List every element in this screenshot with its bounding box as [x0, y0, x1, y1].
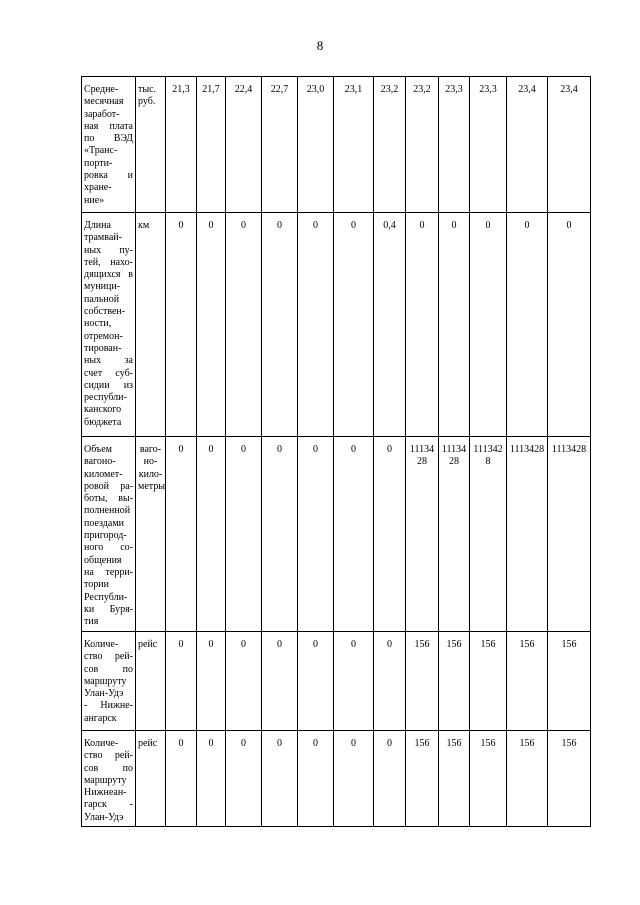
value-cell: 0	[166, 213, 197, 437]
indicator-name-line: - Нижне-	[84, 700, 133, 712]
indicator-name-line: счет суб-	[84, 367, 133, 379]
indicator-name-line: ние»	[84, 194, 105, 206]
indicator-name-line: Республи-	[84, 591, 128, 603]
unit-cell	[136, 213, 166, 437]
value-cell: 0	[197, 731, 226, 827]
indicator-name-line: полненной	[84, 505, 131, 517]
value-cell: 0	[470, 213, 507, 437]
value-cell: 0	[166, 437, 197, 632]
indicator-name-line: Средне-	[84, 84, 119, 95]
value-cell: 0	[226, 437, 262, 632]
indicator-name-line: ных за	[84, 355, 133, 367]
unit-cell	[136, 632, 166, 731]
table-row	[82, 437, 591, 632]
value-cell: 156	[439, 731, 470, 827]
unit-cell	[136, 437, 166, 632]
value-cell: 1113428	[470, 437, 507, 632]
value-cell: 0	[298, 632, 334, 731]
value-cell: 156	[507, 731, 548, 827]
unit-line: рейс	[138, 738, 158, 749]
value-cell: 0	[334, 731, 374, 827]
value-cell: 156	[548, 731, 591, 827]
indicator-name-line: поездами	[84, 517, 125, 529]
value-cell: 23,2	[406, 77, 439, 213]
value-cell: 0	[197, 437, 226, 632]
indicator-name-line: пригород-	[84, 530, 127, 542]
value-cell: 0	[166, 731, 197, 827]
indicator-name-line: сов по	[84, 762, 133, 774]
value-cell: 0	[334, 632, 374, 731]
indicator-name-line: ного со-	[84, 542, 133, 554]
indicator-name-line: тей, нахо-	[84, 256, 133, 268]
page-number: 8	[316, 38, 324, 53]
value-cell: 0	[226, 731, 262, 827]
value-cell: 23,2	[374, 77, 406, 213]
indicator-name-line: ки Буря-	[84, 603, 133, 615]
indicator-name-line: Длина	[84, 220, 111, 231]
value-cell: 0	[262, 213, 298, 437]
unit-cell	[136, 77, 166, 213]
indicator-name-line: ство рей-	[84, 651, 133, 663]
value-cell: 0	[197, 213, 226, 437]
indicator-name-line: бюджета	[84, 416, 122, 428]
indicator-name-line: ная плата	[84, 120, 133, 132]
indicator-name-line: гарск -	[84, 799, 133, 811]
value-cell: 23,3	[439, 77, 470, 213]
indicator-name-cell	[82, 77, 136, 213]
indicator-name-line: километ-	[84, 468, 123, 480]
value-cell: 0	[226, 213, 262, 437]
value-cell: 23,1	[334, 77, 374, 213]
value-cell: 0	[374, 731, 406, 827]
value-cell: 0	[298, 731, 334, 827]
indicator-name-line: порти-	[84, 157, 113, 169]
value-cell: 0	[262, 437, 298, 632]
value-cell: 0	[439, 213, 470, 437]
indicator-name-line: тия	[84, 616, 99, 628]
value-cell: 21,7	[197, 77, 226, 213]
value-cell: 23,3	[470, 77, 507, 213]
unit-line: но-	[143, 456, 158, 468]
value-cell: 0	[334, 437, 374, 632]
value-cell: 0	[374, 632, 406, 731]
value-cell: 156	[406, 632, 439, 731]
indicator-name-line: Количе-	[84, 738, 119, 749]
unit-line: ваго-	[139, 444, 162, 455]
indicator-name-line: Объем	[84, 444, 112, 455]
value-cell: 156	[470, 632, 507, 731]
indicator-name-cell	[82, 632, 136, 731]
value-cell: 0	[334, 213, 374, 437]
value-cell: 156	[548, 632, 591, 731]
value-cell: 1113428	[439, 437, 470, 632]
value-cell: 0	[226, 632, 262, 731]
indicator-name-line: отремон-	[84, 330, 123, 342]
value-cell: 0	[548, 213, 591, 437]
table-body	[82, 77, 591, 827]
value-cell: 23,4	[548, 77, 591, 213]
indicator-name-line: ство рей-	[84, 750, 133, 762]
unit-line: тыс.	[138, 84, 157, 95]
indicator-name-line: ности,	[84, 318, 112, 330]
indicator-name-line: боты, вы-	[84, 493, 133, 505]
indicator-name-line: канского	[84, 404, 122, 416]
value-cell: 23,0	[298, 77, 334, 213]
indicator-name-line: собствен-	[84, 306, 126, 318]
indicator-name-line: «Транс-	[84, 145, 118, 157]
value-cell: 0	[406, 213, 439, 437]
unit-line: км	[138, 220, 150, 231]
indicator-name-line: Улан-Удэ	[84, 688, 124, 700]
value-cell: 0	[298, 437, 334, 632]
value-cell: 0	[374, 437, 406, 632]
table-row	[82, 632, 591, 731]
value-cell: 0	[166, 632, 197, 731]
value-cell: 0	[197, 632, 226, 731]
indicator-name-line: Улан-Удэ	[84, 811, 124, 823]
value-cell: 1113428	[507, 437, 548, 632]
indicator-name-line: муници-	[84, 281, 121, 293]
indicator-name-line: маршруту	[84, 675, 127, 687]
value-cell: 0	[262, 632, 298, 731]
table-row	[82, 731, 591, 827]
indicator-name-line: тории	[84, 579, 109, 591]
unit-line: рейс	[138, 639, 158, 650]
indicator-name-line: ных пу-	[84, 244, 133, 256]
value-cell: 0	[507, 213, 548, 437]
value-cell: 1113428	[406, 437, 439, 632]
indicator-name-line: трамвай-	[84, 232, 122, 244]
indicator-name-cell	[82, 437, 136, 632]
indicator-name-line: месячная	[84, 96, 124, 108]
unit-line: метры	[138, 480, 165, 492]
indicator-name-line: ровка и	[84, 170, 133, 182]
indicator-name-line: республи-	[84, 392, 127, 404]
value-cell: 23,4	[507, 77, 548, 213]
indicators-table	[81, 76, 591, 827]
value-cell: 156	[507, 632, 548, 731]
indicator-name-line: дящихся в	[84, 269, 133, 281]
indicator-name-line: ровой ра-	[84, 480, 133, 492]
indicator-name-line: заработ-	[84, 108, 120, 120]
indicator-name-line: Нижнеан-	[84, 787, 127, 799]
value-cell: 156	[406, 731, 439, 827]
table-row	[82, 213, 591, 437]
value-cell: 22,7	[262, 77, 298, 213]
indicator-name-line: пальной	[84, 293, 120, 305]
table-row	[82, 77, 591, 213]
value-cell: 1113428	[548, 437, 591, 632]
indicator-name-line: ангарск	[84, 712, 117, 724]
indicator-name-line: по ВЭД	[84, 133, 133, 145]
indicator-name-line: тирован-	[84, 342, 122, 354]
value-cell: 22,4	[226, 77, 262, 213]
unit-line: руб.	[138, 96, 156, 108]
indicator-name-line: на терри-	[84, 566, 133, 578]
unit-line: кило-	[138, 468, 163, 480]
indicator-name-cell	[82, 731, 136, 827]
value-cell: 0	[262, 731, 298, 827]
indicator-name-line: вагоно-	[84, 456, 116, 468]
value-cell: 0,4	[374, 213, 406, 437]
value-cell: 21,3	[166, 77, 197, 213]
indicator-name-line: сов по	[84, 663, 133, 675]
indicator-name-line: общения	[84, 554, 122, 566]
indicator-name-cell	[82, 213, 136, 437]
indicator-name-line: Количе-	[84, 639, 119, 650]
unit-cell	[136, 731, 166, 827]
value-cell: 156	[470, 731, 507, 827]
indicator-name-line: сидии из	[84, 379, 133, 391]
indicator-name-line: маршруту	[84, 774, 127, 786]
indicator-name-line: хране-	[84, 182, 112, 194]
value-cell: 0	[298, 213, 334, 437]
value-cell: 156	[439, 632, 470, 731]
